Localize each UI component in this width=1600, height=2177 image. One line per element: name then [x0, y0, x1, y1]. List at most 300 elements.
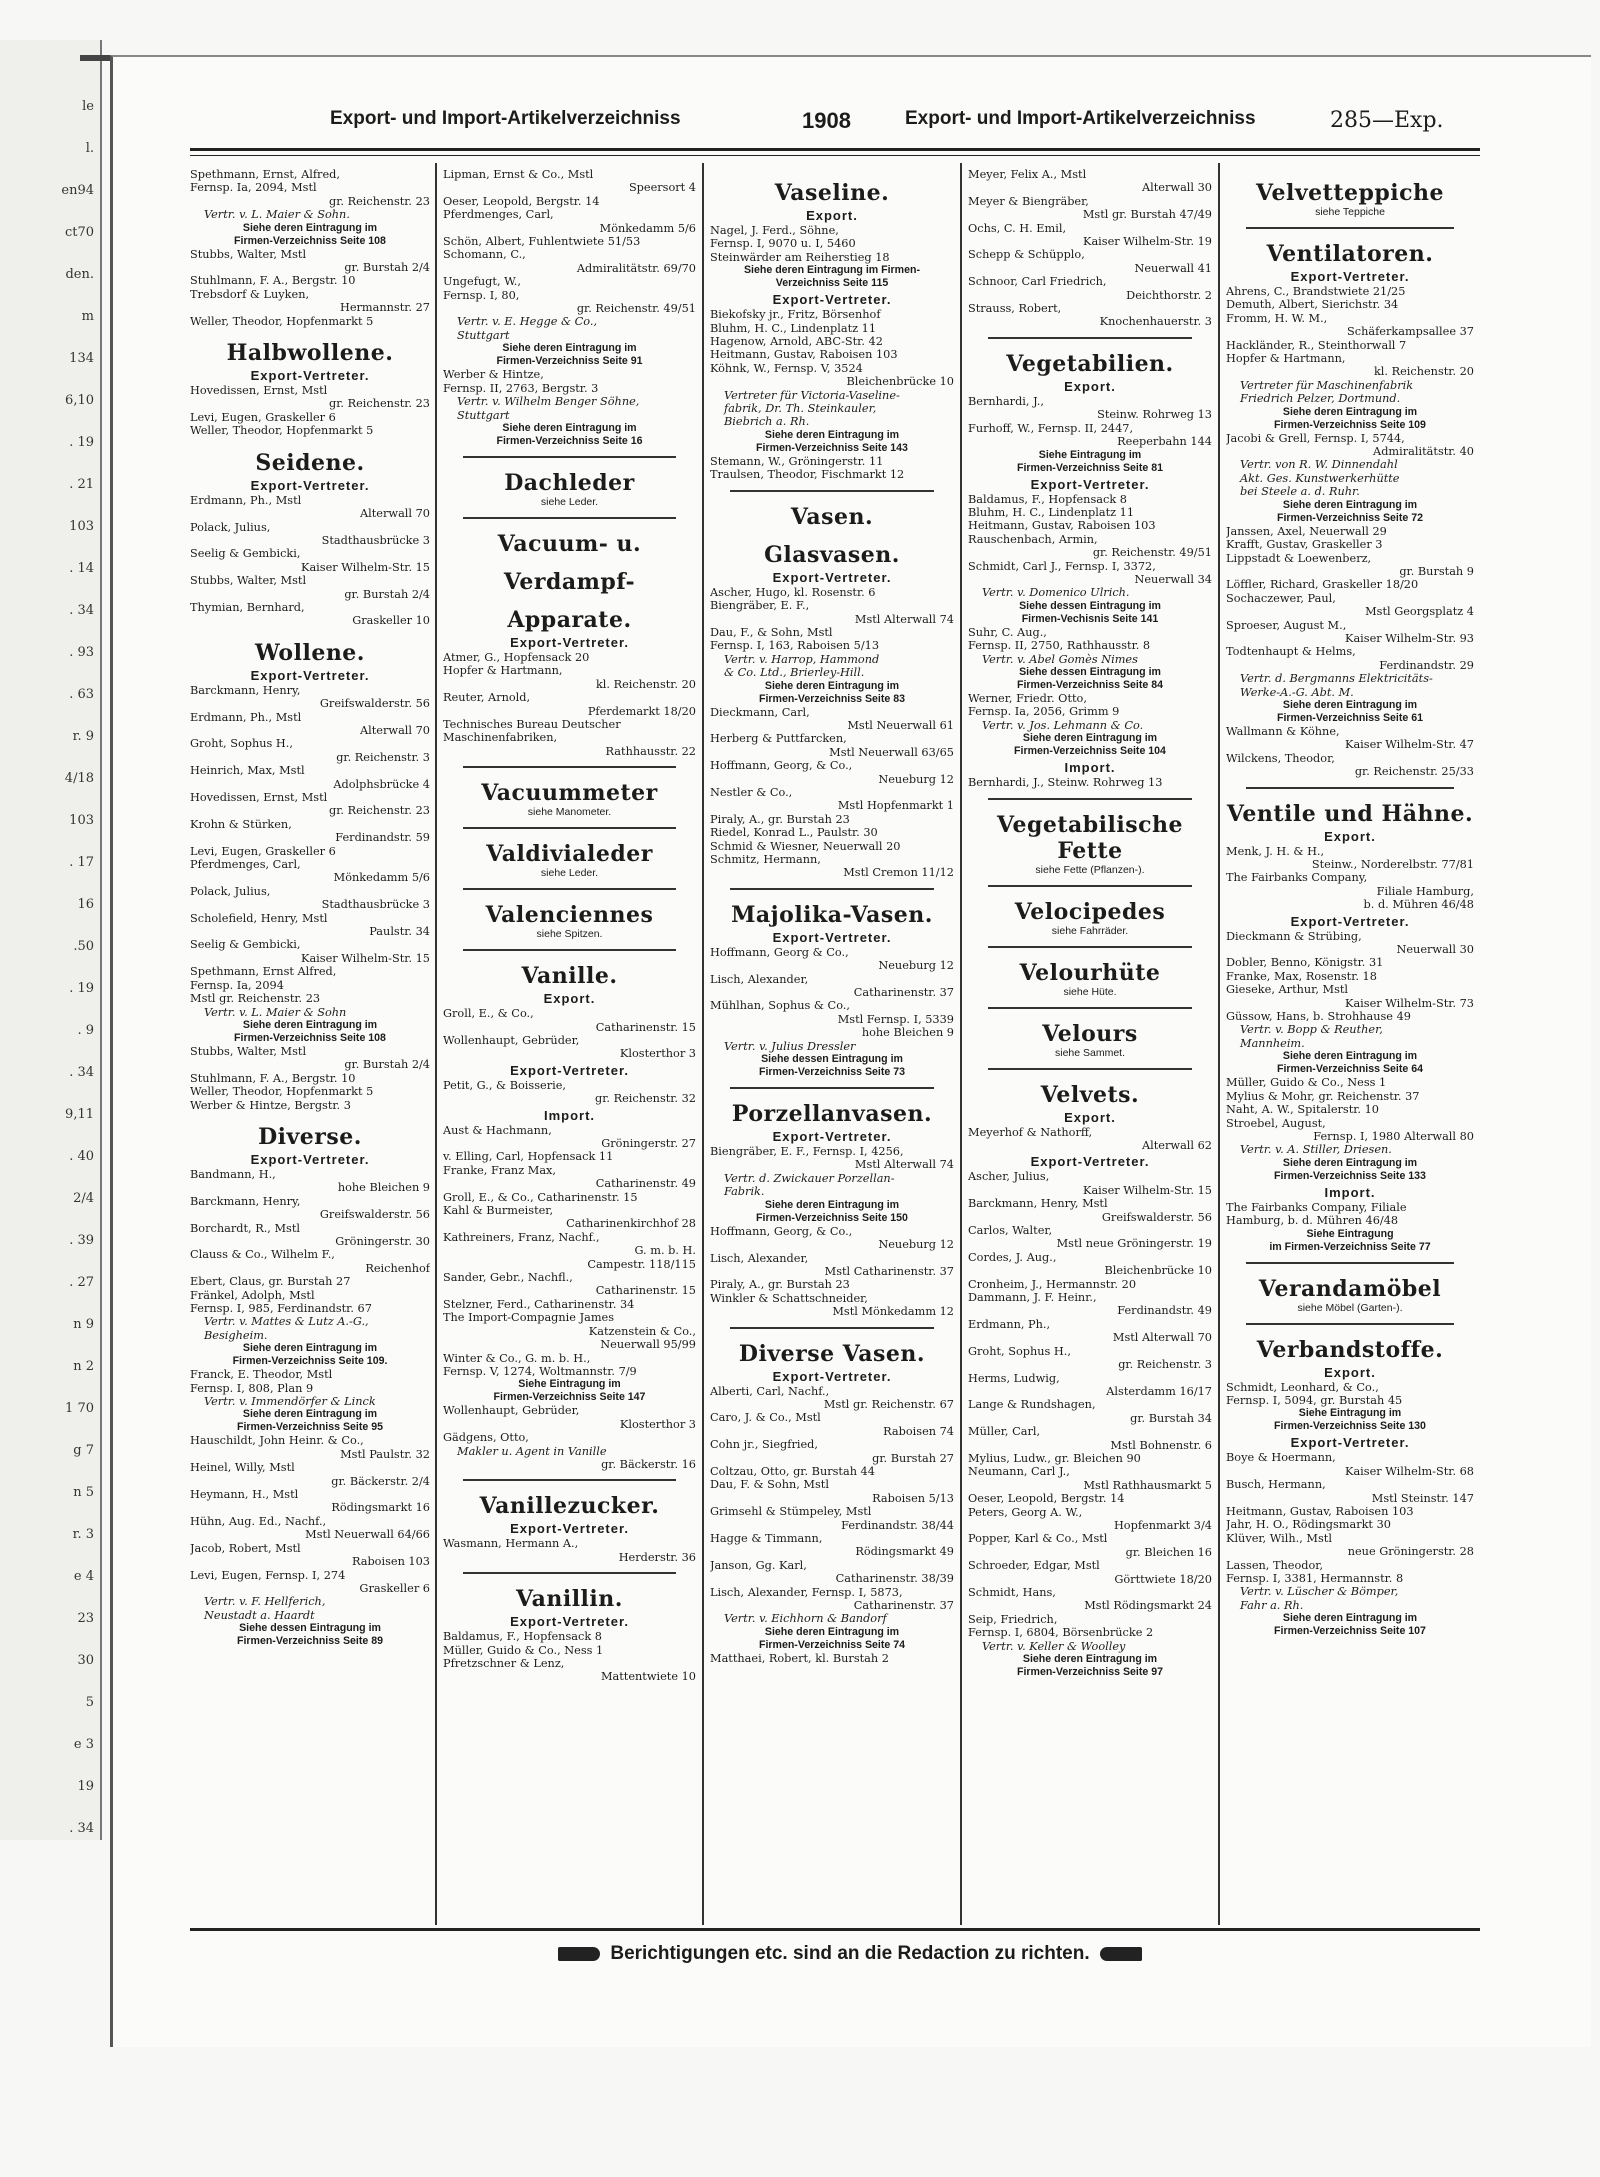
entry-address: gr. Burstah 2/4: [344, 1058, 430, 1072]
column-2: [443, 168, 696, 1858]
entry: Nagel, J. Ferd., Söhne,: [710, 224, 839, 237]
entry: Krohn & Stürken,: [190, 817, 292, 831]
entry: Nestler & Co.,: [710, 785, 793, 799]
prev-page-fragment: 30: [77, 1653, 94, 1668]
entry-address: Mstl Alterwall 70: [1112, 1331, 1212, 1345]
entry: Thymian, Bernhard,: [190, 600, 305, 614]
prev-page-fragment: . 63: [69, 687, 94, 702]
see-also: siehe Leder.: [540, 867, 599, 880]
prev-page-fragment: 103: [69, 519, 94, 534]
entry: Hackländer, R., Steinthorwall 7: [1226, 338, 1407, 352]
entry-address: Mstl Georgsplatz 4: [1365, 605, 1474, 619]
subheading: Export.: [1064, 378, 1116, 394]
entry-address: Neueburg 12: [878, 1238, 954, 1252]
entry-address: Ferdinandstr. 29: [1379, 658, 1474, 672]
subheading: Import.: [1064, 760, 1116, 776]
entry-address: gr. Reichenstr. 23: [329, 804, 430, 818]
prev-page-fragment: 6,10: [65, 393, 94, 408]
entry-address: Mstl Neuerwall 61: [847, 718, 954, 732]
column-divider: [702, 163, 704, 1925]
entry-address: Mstl gr. Reichenstr. 67: [823, 1397, 954, 1411]
prev-page-fragment: n 5: [73, 1485, 94, 1500]
entry: v. Elling, Carl, Hopfensack 11: [443, 1150, 614, 1164]
entry: Seip, Friedrich,: [968, 1612, 1058, 1626]
cross-reference-note: Firmen-Verzeichniss Seite 97: [1016, 1666, 1164, 1679]
entry-agency-note: Vertreter für Maschinenfabrik: [1240, 378, 1414, 392]
entry: Baldamus, F., Hopfensack 8: [443, 1630, 602, 1644]
entry: Güssow, Hans, b. Strohhause 49: [1226, 1010, 1411, 1024]
entry: Bernhardi, J.,: [968, 394, 1044, 408]
entry: Jacob, Robert, Mstl: [190, 1541, 301, 1555]
subheading: Export-Vertreter.: [1290, 269, 1410, 284]
entry-address: Gröningerstr. 30: [335, 1234, 430, 1248]
entry: Mühlhan, Sophus & Co.,: [710, 999, 850, 1013]
entry: Löffler, Richard, Graskeller 18/20: [1226, 578, 1419, 592]
prev-page-fragment: m: [81, 309, 94, 324]
cross-reference-note: Firmen-Verzeichniss Seite 130: [1274, 1420, 1426, 1433]
cross-reference-note: Siehe dessen Eintragung im: [761, 1053, 903, 1066]
entry-address: Herderstr. 36: [618, 1550, 696, 1564]
entry: Lisch, Alexander, Fernsp. I, 5873,: [710, 1585, 903, 1599]
entry-address: Mstl Neuerwall 64/66: [305, 1528, 430, 1542]
header-rule: [190, 148, 1480, 151]
entry: Rauschenbach, Armin,: [968, 532, 1098, 546]
entry-address: Alsterdamm 16/17: [1106, 1384, 1212, 1398]
entry: Suhr, C. Aug.,: [968, 625, 1047, 639]
subheading: Export-Vertreter.: [1030, 1154, 1150, 1170]
section-heading: Vegetabilien.: [1006, 350, 1174, 377]
section-rule: [988, 885, 1193, 887]
column-1: [190, 168, 430, 1858]
section-heading: Verdampf-: [503, 568, 636, 595]
entry: Naht, A. W., Spitalerstr. 10: [1226, 1103, 1379, 1117]
section-rule: [463, 766, 676, 768]
entry: Schmidt, Leonhard, & Co.,: [1226, 1380, 1379, 1394]
entry: Meyer, Felix A., Mstl: [968, 168, 1087, 181]
section-rule: [463, 1572, 676, 1574]
section-heading: Velourhüte: [1019, 959, 1161, 986]
entry: Lange & Rundshagen,: [968, 1398, 1096, 1412]
entry-agency-note: Vertr. d. Bergmanns Elektricitäts-: [1240, 672, 1433, 686]
section-rule: [463, 888, 676, 890]
see-also: siehe Teppiche: [1315, 206, 1385, 218]
entry: Erdmann, Ph.,: [968, 1317, 1051, 1331]
entry-address: Neuerwall 34: [1134, 572, 1212, 586]
subheading: Export.: [1324, 828, 1376, 844]
entry: Fernsp. I, 3381, Hermannstr. 8: [1226, 1572, 1404, 1585]
entry: Fernsp. I, 9070 u. I, 5460: [710, 237, 856, 251]
prev-page-fragment: . 19: [69, 435, 94, 450]
entry: Schmidt, Hans,: [968, 1586, 1056, 1599]
entry: Barckmann, Henry,: [190, 1194, 301, 1208]
entry-address: Neuerwall 41: [1134, 261, 1212, 275]
entry: Stuhlmann, F. A., Bergstr. 10: [190, 1071, 356, 1085]
entry: Hovedissen, Ernst, Mstl: [190, 384, 328, 398]
cross-reference-note: Firmen-Verzeichniss Seite 61: [1276, 711, 1424, 724]
entry: The Fairbanks Company, Filiale: [1226, 1200, 1407, 1214]
entry-address: neue Gröningerstr. 28: [1347, 1545, 1474, 1559]
entry-address: gr. Burstah 2/4: [344, 587, 430, 601]
entry-agency-note: Vertr. d. Zwickauer Porzellan-: [724, 1171, 895, 1185]
entry: Riedel, Konrad L., Paulstr. 30: [710, 826, 878, 840]
section-heading: Apparate.: [507, 606, 632, 633]
entry-address: Klosterthor 3: [619, 1047, 696, 1061]
entry: Schepp & Schüpplo,: [968, 248, 1085, 262]
prev-page-fragment: .50: [73, 939, 94, 954]
entry: Traulsen, Theodor, Fischmarkt 12: [710, 468, 905, 482]
entry: Hopfer & Hartmann,: [1226, 352, 1346, 366]
entry-address: Alterwall 70: [360, 507, 430, 521]
column-4: [968, 168, 1212, 1858]
entry: Werber & Hintze,: [443, 368, 544, 382]
prev-page-fragment: . 39: [69, 1233, 94, 1248]
section-heading: Velvetteppiche: [1255, 180, 1445, 206]
cross-reference-note: Firmen-Vechisnis Seite 141: [1021, 612, 1159, 625]
entry: Hoffmann, Georg, & Co.,: [710, 759, 853, 773]
entry: Aust & Hachmann,: [443, 1123, 552, 1137]
entry-agency-note: bei Steele a. d. Ruhr.: [1240, 485, 1360, 499]
entry-address: Pferdemarkt 18/20: [587, 704, 696, 718]
entry: Levi, Eugen, Graskeller 6: [190, 410, 336, 424]
column-divider: [960, 163, 962, 1925]
section-heading: Vasen.: [790, 503, 874, 530]
section-heading: Velours: [1042, 1020, 1138, 1047]
cross-reference-note: Firmen-Verzeichniss Seite 72: [1276, 511, 1424, 524]
entry: Levi, Eugen, Graskeller 6: [190, 844, 336, 858]
footer-text: Berichtigungen etc. sind an die Redaction zu richten.: [610, 1943, 1090, 1964]
section-heading: Ventile und Hähne.: [1226, 800, 1474, 827]
entry: Hagenow, Arnold, ABC-Str. 42: [710, 335, 883, 349]
cross-reference-note: Firmen-Verzeichniss Seite 107: [1274, 1625, 1426, 1638]
entry: Schomann, C.,: [443, 248, 526, 262]
entry: Müller, Guido & Co., Ness 1: [1226, 1076, 1387, 1090]
entry: Schroeder, Edgar, Mstl: [968, 1559, 1100, 1573]
prev-page-fragment: 1 70: [65, 1401, 94, 1416]
entry-address: Mönkedamm 5/6: [333, 871, 430, 885]
column-divider: [435, 163, 437, 1925]
entry-address: Reeperbahn 144: [1117, 435, 1212, 449]
entry-agency-note: Besigheim.: [204, 1328, 268, 1342]
entry: Herms, Ludwig,: [968, 1371, 1060, 1385]
entry-agency-note: Vertr. v. L. Maier & Sohn.: [204, 208, 350, 222]
entry: Petit, G., & Boisserie,: [443, 1078, 566, 1092]
prev-page-fragment: n 9: [73, 1317, 94, 1332]
entry: Steinwärder am Reiherstieg 18: [710, 250, 890, 264]
entry-agency-note: Biebrich a. Rh.: [724, 415, 810, 429]
entry: Stubbs, Walter, Mstl: [190, 574, 307, 588]
entry: Winter & Co., G. m. b. H.,: [443, 1351, 591, 1365]
entry: Sander, Gebr., Nachfl.,: [443, 1271, 573, 1285]
entry: Mylius & Mohr, gr. Reichenstr. 37: [1226, 1089, 1420, 1103]
subheading: Export-Vertreter.: [250, 667, 370, 683]
entry: Barckmann, Henry,: [190, 683, 301, 697]
entry: Stuhlmann, F. A., Bergstr. 10: [190, 274, 356, 288]
entry-agency-note: Vertr. v. Bopp & Reuther,: [1240, 1023, 1383, 1037]
entry: Baldamus, F., Hopfensack 8: [968, 492, 1127, 506]
entry-address: Graskeller 10: [352, 614, 430, 628]
section-heading: Majolika-Vasen.: [731, 901, 933, 928]
section-heading: Vacuum- u.: [497, 530, 642, 557]
entry-address: Bleichenbrücke 10: [846, 375, 954, 389]
prev-page-fragment: e 3: [73, 1737, 94, 1752]
section-heading: Wollene.: [255, 639, 365, 666]
entry: Cordes, J. Aug.,: [968, 1250, 1057, 1264]
entry-agency-note: Vertr. v. Julius Dressler: [724, 1039, 856, 1053]
entry: Busch, Hermann,: [1226, 1478, 1326, 1492]
entry: Piraly, A., gr. Burstah 23: [710, 812, 850, 826]
cross-reference-note: Firmen-Verzeichniss Seite 95: [236, 1421, 384, 1434]
header-right-title: Export- und Import-Artikelverzeichniss: [905, 108, 1256, 129]
subheading: Export-Vertreter.: [250, 477, 370, 493]
entry: Groht, Sophus H.,: [968, 1344, 1071, 1358]
section-heading: Vegetabilische Fette: [996, 811, 1184, 864]
entry: Mylius, Ludw., gr. Bleichen 90: [968, 1451, 1141, 1465]
entry-address: Mönkedamm 5/6: [599, 221, 696, 235]
subheading: Export.: [1064, 1109, 1116, 1125]
entry: Ascher, Julius,: [968, 1170, 1050, 1184]
subheading: Import.: [543, 1107, 596, 1123]
entry-agency-note: fabrik, Dr. Th. Steinkauler,: [724, 402, 877, 416]
entry-address: gr. Burstah 9: [1399, 564, 1474, 578]
column-3: [710, 168, 954, 1858]
entry: Biekofsky jr., Fritz, Börsenhof: [710, 308, 881, 322]
see-also: siehe Manometer.: [527, 806, 612, 819]
cross-reference-note: Siehe Eintragung im: [518, 1378, 621, 1391]
section-rule: [463, 456, 676, 458]
entry: Erdmann, Ph., Mstl: [190, 493, 302, 507]
entry: Klüver, Wilh., Mstl: [1226, 1531, 1332, 1545]
entry: Schmitz, Hermann,: [710, 853, 821, 866]
entry: Fernsp. Ia, 2094, Mstl: [190, 181, 317, 195]
subheading: Export-Vertreter.: [772, 1129, 892, 1145]
entry: Alberti, Carl, Nachf.,: [710, 1384, 830, 1398]
entry-address: Mstl Catharinenstr. 37: [824, 1264, 954, 1278]
entry-address: Mstl Neuerwall 63/65: [829, 745, 954, 759]
entry-address: Raboisen 5/13: [872, 1491, 954, 1505]
cross-reference-note: Firmen-Verzeichniss Seite 81: [1016, 461, 1164, 474]
cross-reference-note: Firmen-Verzeichniss Seite 83: [758, 692, 906, 705]
entry-agency-note: Vertr. v. F. Hellferich,: [204, 1595, 326, 1609]
entry-address: Ferdinandstr. 49: [1117, 1304, 1212, 1318]
entry: Caro, J. & Co., Mstl: [710, 1411, 821, 1425]
entry: Fernsp. I, 163, Raboisen 5/13: [710, 639, 880, 653]
entry-address: Admiralitätstr. 40: [1373, 445, 1474, 459]
prev-page-fragment: . 19: [69, 981, 94, 996]
entry-address: Kaiser Wilhelm-Str. 93: [1345, 631, 1474, 645]
entry-address: Catharinenstr. 37: [853, 1599, 954, 1613]
entry: Bernhardi, J., Steinw. Rohrweg 13: [968, 776, 1163, 790]
cross-reference-note: Firmen-Verzeichniss Seite 108: [234, 1031, 386, 1044]
entry: Neumann, Carl J.,: [968, 1465, 1070, 1479]
subheading: Import.: [1324, 1184, 1376, 1200]
entry: Hoffmann, Georg & Co.,: [710, 945, 849, 959]
entry: Levi, Eugen, Fernsp. I, 274: [190, 1568, 346, 1582]
entry-address: Greifswalderstr. 56: [319, 1208, 430, 1222]
prev-page-fragment: 19: [77, 1779, 94, 1794]
section-rule: [463, 1479, 676, 1481]
entry: Borchardt, R., Mstl: [190, 1221, 300, 1235]
section-rule: [988, 1068, 1193, 1070]
cross-reference-note: Siehe deren Eintragung im: [1282, 498, 1418, 511]
entry: Lipman, Ernst & Co., Mstl: [443, 168, 594, 181]
entry-address: gr. Reichenstr. 32: [595, 1092, 696, 1106]
entry: Heitmann, Gustav, Raboisen 103: [710, 348, 898, 362]
entry-address: Neueburg 12: [878, 772, 954, 786]
section-rule: [988, 1007, 1193, 1009]
entry: Schmidt, Carl J., Fernsp. I, 3372,: [968, 559, 1156, 573]
entry: Barckmann, Henry, Mstl: [968, 1197, 1108, 1211]
section-heading: Vanillin.: [516, 1586, 623, 1613]
section-heading: Porzellanvasen.: [731, 1101, 933, 1128]
entry: Fernsp. I, 985, Ferdinandstr. 67: [190, 1302, 372, 1315]
entry: Carlos, Walter,: [968, 1224, 1053, 1238]
section-rule: [730, 1327, 935, 1329]
prev-page-fragment: 4/18: [64, 771, 94, 786]
entry: Spethmann, Ernst, Alfred,: [190, 168, 340, 181]
entry: Schmid & Wiesner, Neuerwall 20: [710, 839, 901, 853]
entry: Bluhm, H. C., Lindenplatz 11: [710, 321, 877, 335]
entry-address: Steinw., Norderelbstr. 77/81: [1311, 858, 1474, 871]
entry: Heymann, H., Mstl: [190, 1488, 299, 1502]
section-heading: Verbandstoffe.: [1256, 1336, 1444, 1363]
entry-agency-note: Neustadt a. Haardt: [204, 1608, 315, 1622]
prev-page-fragment: r. 3: [72, 1527, 94, 1542]
entry-agency-note: Makler u. Agent in Vanille: [457, 1444, 607, 1458]
prev-page-fragment: 23: [77, 1611, 94, 1626]
cross-reference-note: Siehe Eintragung: [1306, 1227, 1394, 1240]
entry: Franck, E. Theodor, Mstl: [190, 1368, 333, 1382]
header-rule-thin: [190, 155, 1480, 156]
entry: Atmer, G., Hopfensack 20: [443, 650, 590, 664]
entry: Ungefugt, W.,: [443, 275, 521, 289]
section-rule: [730, 888, 935, 890]
entry-address: Catharinenkirchhof 28: [566, 1217, 696, 1231]
entry: Dau, F. & Sohn, Mstl: [710, 1478, 829, 1492]
entry: Fromm, H. W. M.,: [1226, 311, 1328, 325]
entry-address: Stadthausbrücke 3: [321, 898, 430, 912]
section-heading: Dachleder: [504, 469, 635, 496]
section-rule: [988, 798, 1193, 800]
entry: Köhnk, W., Fernsp. V, 3524: [710, 361, 863, 375]
subheading: Export.: [1324, 1364, 1376, 1380]
entry: Cronheim, J., Hermannstr. 20: [968, 1277, 1137, 1291]
entry: Stubbs, Walter, Mstl: [190, 247, 307, 261]
subheading: Export-Vertreter.: [510, 1614, 629, 1630]
cross-reference-note: Firmen-Verzeichniss Seite 16: [496, 434, 643, 447]
pointing-hand-icon: [558, 1947, 600, 1961]
entry: Heitmann, Gustav, Raboisen 103: [1226, 1504, 1414, 1518]
entry: Coltzau, Otto, gr. Burstah 44: [710, 1464, 875, 1478]
entry: Hagge & Timmann,: [710, 1532, 823, 1545]
section-heading: Velocipedes: [1014, 898, 1166, 925]
entry: Groll, E., & Co., Catharinenstr. 15: [443, 1190, 638, 1204]
entry: Kahl & Burmeister,: [443, 1204, 554, 1218]
section-heading: Vaseline.: [774, 180, 890, 206]
subheading: Export-Vertreter.: [510, 1062, 629, 1078]
entry: Clauss & Co., Wilhelm F.,: [190, 1248, 335, 1262]
entry-agency-note: Akt. Ges. Kunstwerkerhütte: [1240, 471, 1400, 485]
entry: Fernsp. Ia, 2056, Grimm 9: [968, 705, 1120, 719]
cross-reference-note: Siehe deren Eintragung im: [764, 428, 900, 441]
entry-agency-note: Vertr. v. Immendörfer & Linck: [204, 1395, 376, 1409]
section-rule: [988, 337, 1193, 339]
subheading: Export.: [806, 208, 858, 223]
subheading: Export-Vertreter.: [250, 368, 370, 384]
entry-address: Graskeller 6: [359, 1581, 430, 1595]
entry: Grimsehl & Stümpeley, Mstl: [710, 1505, 872, 1519]
see-also: siehe Sammet.: [1054, 1046, 1126, 1059]
entry: Dieckmann & Strübing,: [1226, 929, 1362, 943]
entry-agency-note: Vertr. v. Keller & Woolley: [982, 1639, 1126, 1653]
cross-reference-note: Siehe deren Eintragung im: [764, 1198, 900, 1211]
entry: Biengräber, E. F., Fernsp. I, 4256,: [710, 1145, 904, 1159]
prev-page-fragment: 9,11: [65, 1107, 94, 1122]
entry-address: Adolphsbrücke 4: [333, 777, 430, 791]
section-rule: [463, 949, 676, 951]
entry-address: Paulstr. 34: [369, 925, 430, 939]
entry-address: gr. Burstah 34: [1130, 1411, 1212, 1425]
entry: Hopfer & Hartmann,: [443, 664, 563, 678]
section-heading: Halbwollene.: [226, 340, 394, 367]
prev-page-fragment: ct70: [64, 225, 94, 240]
entry-address: Raboisen 103: [351, 1555, 430, 1569]
entry-address: Filiale Hamburg,: [1376, 884, 1474, 898]
entry-address: Knochenhauerstr. 3: [1099, 315, 1212, 329]
entry-agency-note: & Co. Ltd., Brierley-Hill.: [724, 666, 865, 680]
entry: Wollenhaupt, Gebrüder,: [443, 1033, 580, 1047]
entry-address: Admiralitätstr. 69/70: [576, 261, 696, 275]
section-heading: Diverse Vasen.: [738, 1340, 926, 1367]
entry-address: kl. Reichenstr. 20: [1373, 365, 1474, 379]
entry: Hauschildt, John Heinr. & Co.,: [190, 1434, 364, 1448]
entry: Gädgens, Otto,: [443, 1431, 529, 1445]
see-also: siehe Leder.: [540, 495, 599, 508]
entry-address: Greifswalderstr. 56: [319, 697, 430, 711]
cross-reference-note: Firmen-Verzeichniss Seite 133: [1274, 1169, 1426, 1182]
entry-address: Mstl Bohnenstr. 6: [1110, 1438, 1212, 1452]
entry-address: Mstl Hopfenmarkt 1: [837, 799, 954, 813]
entry-agency-note: Vertr. v. Mattes & Lutz A.-G.,: [204, 1315, 369, 1329]
prev-page-fragment: 2/4: [73, 1191, 94, 1206]
entry: The Import-Compagnie James: [443, 1311, 615, 1325]
prev-page-fragment: 5: [85, 1695, 94, 1710]
entry-address: Alterwall 30: [1142, 181, 1212, 195]
entry-address: Görttwiete 18/20: [1114, 1572, 1212, 1586]
subheading: Export-Vertreter.: [510, 1521, 629, 1537]
cross-reference-note: Firmen-Verzeichniss Seite 104: [1014, 745, 1166, 758]
entry-address: Bleichenbrücke 10: [1104, 1264, 1212, 1278]
entry: Technisches Bureau Deutscher: [443, 717, 621, 731]
section-heading: Diverse.: [258, 1123, 362, 1150]
entry: Fernsp. II, 2750, Rathhausstr. 8: [968, 639, 1151, 653]
entry: Oeser, Leopold, Bergstr. 14: [968, 1492, 1125, 1506]
entry: Gieseke, Arthur, Mstl: [1226, 983, 1349, 997]
entry: Pferdmenges, Carl,: [190, 858, 301, 872]
entry: Wollenhaupt, Gebrüder,: [443, 1404, 580, 1418]
cross-reference-note: Firmen-Verzeichniss Seite 143: [756, 441, 908, 454]
subheading: Export-Vertreter.: [1290, 1435, 1410, 1451]
entry-address: Mattentwiete 10: [600, 1670, 696, 1684]
entry-agency-note: Mannheim.: [1240, 1036, 1305, 1050]
cross-reference-note: Firmen-Verzeichniss Seite 84: [1016, 678, 1164, 691]
entry-address: gr. Reichenstr. 25/33: [1354, 765, 1474, 779]
entry-agency-note: Vertr. v. A. Stiller, Driesen.: [1240, 1143, 1392, 1157]
entry-agency-note: Vertr. von R. W. Dinnendahl: [1240, 458, 1398, 472]
entry: Seelig & Gembicki,: [190, 547, 301, 561]
entry: Werber & Hintze, Bergstr. 3: [190, 1098, 351, 1112]
entry: Hühn, Aug. Ed., Nachf.,: [190, 1514, 327, 1528]
entry-address: Stadthausbrücke 3: [321, 533, 430, 547]
